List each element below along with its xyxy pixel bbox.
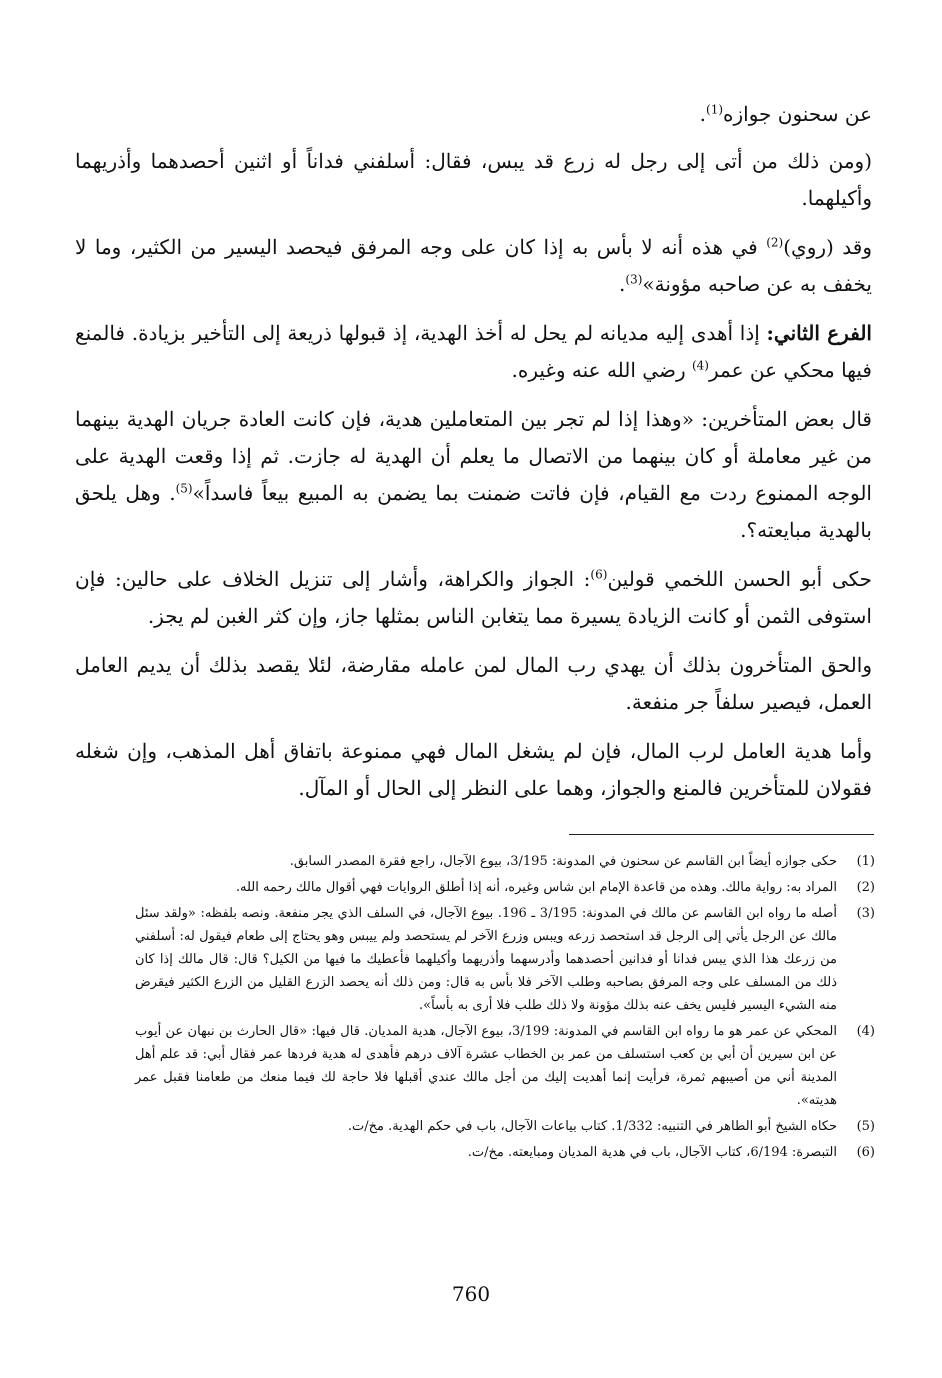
paragraph-3 [75, 229, 872, 303]
paragraph-3-middle: في هذه أنه لا بأس به إذا كان على وجه المرفق فيحصد اليسير من الكثير، وما لا يخفف به عن صاحبه مؤونة» [75, 235, 872, 296]
footnote-text: التبصرة: 6/194، كتاب الآجال، باب في هدية المديان ومبايعته. مخ/ت. [467, 1145, 837, 1160]
paragraph-5 [75, 401, 872, 549]
paragraph-7-text: والحق المتأخرون بذلك أن يهدي رب المال لمن عامله مقارضة، لئلا يقصد بذلك أن يديم العامل العمل، فيصير سلفاً جر منفعة. [75, 653, 872, 714]
paragraph-3-before: وقد (روي) [783, 235, 873, 259]
footnote-ref-6: (6) [590, 567, 608, 582]
paragraph-4 [75, 315, 872, 389]
paragraph-4-text: إذا أهدى إليه مديانه لم يحل له أخذ الهدية، إذ قبولها ذريعة إلى التأخير بزيادة. فالمنع فيها محكي عن عمر [75, 321, 872, 382]
footnote-ref-1: (1) [706, 102, 724, 117]
paragraph-3-end: . [619, 272, 626, 296]
paragraph-8 [75, 733, 872, 807]
paragraph-7 [75, 647, 872, 721]
footnote-number: (3) [856, 906, 875, 921]
footnote-ref-4: (4) [691, 358, 709, 373]
footnote [135, 1020, 875, 1112]
paragraph-5-text: قال بعض المتأخرين: «وهذا إذا لم تجر بين المتعاملين هدية، فإن كانت العادة جريان الهدية بينهما من غير معاملة أو كان بينهما من الاتصال ما يعلم أن الهدية له جازت. ثم إذا وقعت الهدية على الوجه الممنوع ردت مع القيام، فإن فاتت ضمنت بما يضمن به المبيع بيعاً فاسداً» [75, 407, 872, 505]
paragraph-1 [75, 96, 872, 133]
paragraph-1-text: عن سحنون جوازه [723, 102, 872, 126]
footnote [135, 902, 875, 1017]
footnote [135, 1141, 875, 1164]
footnote-ref-3: (3) [625, 272, 643, 287]
footnote-number: (1) [856, 854, 875, 869]
footnote-text: أصله ما رواه ابن القاسم عن مالك في المدونة: 3/195 ـ 196. بيوع الآجال، في السلف الذي يجر منفعة. ونصه بلفظه: «ولقد سئل مالك عن الرجل يأتي إلى الرجل قد استحصد زرعه ويبس وزرع الآخر لم يستحصد ولم ييبس وهو يحتاج إلى طعام فيقول له: أسلفني من زرعك هذا الذي يبس فدانا أو فدانين أحصدهما وأدرسهما وأذريهما وأكيلهما فأعطيك ما فيها من الكيل؟ قال: قال مالك إذا كان ذلك من المسلف على وجه المرفق بصاحبه وطلب الآخر فلا بأس به قال: ومن ذلك أنه يحصد الزرع القليل من الزرع الكثير فيقرض منه الشيء اليسير فليس يخف عنه بذلك مؤونة ولا ذلك طلب فلا أرى به بأساً». [135, 906, 838, 1013]
footnote-text: حكى جوازه أيضاً ابن القاسم عن سحنون في المدونة: 3/195، بيوع الآجال، راجع فقرة المصدر السابق. [289, 854, 837, 869]
footnote-ref-2: (2) [766, 235, 784, 250]
page-number: 760 [451, 1282, 491, 1306]
footnote-number: (4) [856, 1024, 875, 1039]
paragraph-1-end: . [699, 102, 706, 126]
main-text [75, 96, 872, 819]
paragraph-6 [75, 561, 872, 635]
footnote-number: (5) [856, 1119, 875, 1134]
footnote-text: حكاه الشيخ أبو الطاهر في التنبيه: 1/332. كتاب بياعات الآجال، باب في حكم الهدية. مخ/ت. [347, 1119, 837, 1134]
paragraph-5-end: . وهل يلحق بالهدية مبايعته؟. [75, 481, 872, 542]
footnote-text: المراد به: رواية مالك. وهذه من قاعدة الإمام ابن شاس وغيره، أنه إذا أطلق الروايات فهي أقوال مالك رحمه الله. [235, 880, 837, 895]
footnotes [135, 850, 875, 1167]
paragraph-2 [75, 143, 872, 217]
footnote [135, 1115, 875, 1138]
footnote [135, 876, 875, 899]
footnote-number: (2) [856, 880, 875, 895]
section-heading: الفرع الثاني: [766, 321, 872, 345]
footnote-ref-5: (5) [175, 481, 193, 496]
footnote-separator [569, 834, 874, 835]
footnote-text: المحكي عن عمر هو ما رواه ابن القاسم في المدونة: 3/199، بيوع الآجال، هدية المديان. قال فيها: «قال الحارث بن نبهان عن أيوب عن ابن سيرين أن أبي بن كعب استسلف من عمر بن الخطاب عشرة آلاف درهم فأهدى له هدية فردها عمر فقال أبي: قد علم أهل المدينة أني من أصيبهم ثمرة، فرأيت إنما أهديت إليك من أجل مالك عندي أقبلها فلا حاجة لك فيما منعك من طعامنا فقبل عمر هديته». [135, 1024, 837, 1108]
paragraph-6-end: : الجواز والكراهة، وأشار إلى تنزيل الخلاف على حالين: فإن استوفى الثمن أو كانت الزيادة يسيرة مما يتغابن الناس بمثلها جاز، وإن كثر الغبن لم يجز. [75, 567, 872, 628]
footnote-number: (6) [856, 1145, 875, 1160]
paragraph-8-text: وأما هدية العامل لرب المال، فإن لم يشغل المال فهي ممنوعة باتفاق أهل المذهب، وإن شغله فقولان للمتأخرين فالمنع والجواز، وهما على النظر إلى الحال أو المآل. [75, 739, 872, 800]
paragraph-6-text: حكى أبو الحسن اللخمي قولين [607, 567, 872, 591]
paragraph-2-text: (ومن ذلك من أتى إلى رجل له زرع قد يبس، فقال: أسلفني فداناً أو اثنين أحصدهما وأذريهما وأكيلهما. [75, 149, 872, 210]
paragraph-4-end: رضي الله عنه وغيره. [511, 358, 692, 382]
footnote [135, 850, 875, 873]
